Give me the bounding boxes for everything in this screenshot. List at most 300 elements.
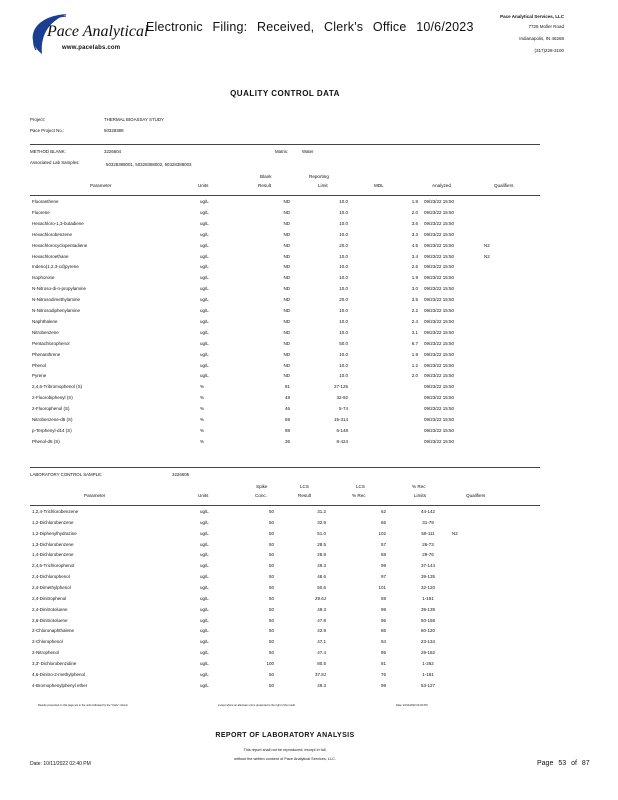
analyzed-cell: 09/23/22 15:50 [424,384,455,390]
parameter-cell: Pyrene [32,373,47,379]
result-cell: ND [283,209,290,215]
table-row [0,262,618,273]
result-cell: 49.3 [317,682,326,688]
table-row [0,339,618,350]
units-cell: ug/L [200,351,209,357]
parameter-cell: 1,2-Dichlorobenzene [32,519,74,525]
spike-cell: 50 [268,552,274,558]
units-cell: ug/L [200,541,209,547]
units-cell: % [200,438,205,444]
results-note: Results presented on this page are in the units indicated by the "Units" column [38,704,128,707]
col-header: Limit [318,183,328,188]
units-cell: ug/L [200,242,209,248]
limits-cell: 50-158 [420,617,435,623]
limit-cell: 10.0 [339,329,348,335]
parameter-cell: 2-Fluorophenol (S) [32,406,70,412]
result-cell: ND [283,242,290,248]
units-cell: ug/L [200,639,209,645]
footer-line: This report shall not be reproduced, except in full, [243,748,327,752]
table-row [0,252,618,263]
parameter-cell: Nitrobenzene-d5 (S) [32,417,73,422]
limits-cell: 37-144 [420,563,435,569]
table-row [0,230,618,241]
result-cell: 48 [284,395,290,401]
units-cell: ug/L [200,231,209,237]
limit-cell: 10.0 [339,231,348,237]
parameter-cell: Pentachlorophenol [32,340,70,346]
parameter-cell: 1,2-Diphenylhydrazine [32,530,77,536]
parameter-cell: Phenol [32,362,47,368]
mdl-cell: 3.5 [411,297,418,303]
address-line: Indianapolis, IN 46268 [519,36,564,41]
recovery-cell: 102 [378,530,386,536]
table-row [0,437,618,448]
result-cell: ND [283,297,290,303]
table-row [0,241,618,252]
parameter-cell: Phenanthrene [32,351,61,357]
matrix-value: Water [302,149,314,154]
spike-cell: 50 [268,574,274,580]
project-label: Project: [30,117,45,122]
recovery-cell: 99 [380,563,386,569]
units-cell: ug/L [200,574,209,580]
page-current: 53 [558,760,567,767]
limit-cell: 10.0 [339,199,348,204]
table-row [0,648,618,659]
method-blank-label: METHOD BLANK: [30,149,66,154]
units-cell: ug/L [200,519,209,525]
units-cell: ug/L [200,275,209,281]
table-row [0,681,618,692]
limits-cell: 31-79 [422,519,434,525]
mdl-cell: 3.4 [411,253,418,259]
table-row [0,208,618,219]
page-label: Page [537,760,554,767]
col-header: Reporting [309,174,329,179]
result-cell: 49.3 [317,563,326,569]
result-cell: 81 [284,384,290,390]
table-row [0,284,618,295]
table-row [0,306,618,317]
analyzed-cell: 09/23/22 15:50 [424,220,455,226]
limit-cell: 20.0 [339,297,348,303]
spike-cell: 50 [268,671,274,677]
result-cell: ND [283,308,290,313]
parameter-cell: Naphthalene [32,318,58,324]
col-header: LCS [300,484,309,489]
spike-cell: 50 [268,541,274,547]
parameter-cell: Hexachlorocyclopentadiene [32,242,88,248]
parameter-cell: 2-Chlorophenol [32,639,63,645]
parameter-cell: 2,4-Dinitrotoluene [32,606,68,612]
spike-cell: 50 [268,584,274,590]
recovery-cell: 95 [380,650,386,656]
limits-cell: 39-139 [420,606,435,612]
units-cell: ug/L [200,373,209,379]
limit-cell: 8-424 [336,438,348,444]
analyzed-cell: 09/23/22 15:50 [424,275,455,281]
limit-cell: 27-125 [333,384,348,390]
analyzed-cell: 09/23/22 15:50 [424,362,455,368]
table-row [0,197,618,208]
table-row [0,382,618,393]
table-row [0,605,618,616]
parameter-cell: N-Nitrosodiphenylamine [32,308,81,313]
results-note: Date: 10/11/2022 02:40 PM [396,704,428,707]
units-cell: ug/L [200,253,209,259]
spike-cell: 50 [268,509,274,514]
units-cell: ug/L [200,650,209,656]
logo-url: www.pacelabs.com [62,45,121,51]
recovery-cell: 66 [380,519,386,525]
method-blank-id: 3226604 [104,149,122,154]
footer-line: without the written consent of Pace Analytical Services, LLC. [234,757,336,761]
spike-cell: 50 [268,639,274,645]
units-cell: ug/L [200,362,209,368]
limit-cell: 20.0 [339,242,348,248]
divider [30,467,540,468]
mdl-cell: 2.6 [411,264,418,270]
col-header: % Rec [352,493,366,498]
limits-cell: 53-127 [420,682,435,688]
table-row [0,415,618,426]
parameter-cell: Hexachloroethane [32,253,69,259]
units-cell: % [200,417,205,422]
units-cell: ug/L [200,318,209,324]
col-header: Qualifiers [466,493,486,498]
analyzed-cell: 09/23/22 15:50 [424,417,455,422]
table-row [0,361,618,372]
table-row [0,561,618,572]
divider [30,195,540,196]
analyzed-cell: 09/23/22 15:50 [424,438,455,444]
analyzed-cell: 09/23/22 15:50 [424,297,455,303]
units-cell: ug/L [200,340,209,346]
limit-cell: 10.0 [339,253,348,259]
result-cell: ND [283,362,290,368]
result-cell: 80.5 [317,660,326,666]
result-cell: 51.0 [317,530,326,536]
parameter-cell: 4-Bromophenylphenyl ether [32,682,88,688]
qualifier-cell: N2 [484,253,490,259]
result-cell: 98 [284,427,290,433]
units-cell: % [200,395,205,401]
col-header: Result [258,183,272,188]
result-cell: 50.6 [317,584,326,590]
analyzed-cell: 09/23/22 15:50 [424,286,455,292]
table-row [0,219,618,230]
analyzed-cell: 09/23/22 15:50 [424,231,455,237]
table-row [0,626,618,637]
limit-cell: 10.0 [339,286,348,292]
recovery-cell: 94 [380,639,386,645]
recovery-cell: 97 [380,574,386,580]
limit-cell: 15-314 [333,417,348,422]
result-cell: 29.6J [314,595,326,601]
col-header: Conc. [255,493,268,498]
result-cell: 31.2 [317,509,326,514]
result-cell: ND [283,253,290,259]
recovery-cell: 57 [380,541,386,547]
analyzed-cell: 09/23/22 15:50 [424,242,455,248]
page-number [537,760,590,767]
recovery-cell: 96 [380,617,386,623]
analyzed-cell: 09/23/22 15:50 [424,427,455,433]
spike-cell: 50 [268,595,274,601]
result-cell: ND [283,373,290,379]
col-header: Qualifiers [494,183,514,188]
limit-cell: 10.0 [339,351,348,357]
result-cell: ND [283,275,290,281]
col-header: LCS [356,484,365,489]
limits-cell: 1-181 [422,671,434,677]
limit-cell: 10.0 [339,308,348,313]
analyzed-cell: 09/23/22 15:50 [424,308,455,313]
recovery-cell: 86 [380,628,386,634]
parameter-cell: Fluoranthene [32,199,59,204]
result-cell: ND [283,220,290,226]
limits-cell: 1-262 [422,660,434,666]
project-number-value: 50328388 [104,128,124,133]
associated-samples-label: Associated Lab Samples: [30,160,80,165]
mdl-cell: 3.0 [411,286,418,292]
spike-cell: 50 [268,519,274,525]
table-row [0,393,618,404]
limit-cell: 50.0 [339,340,348,346]
table-row [0,426,618,437]
result-cell: ND [283,351,290,357]
col-header: MDL [374,183,384,188]
limit-cell: 5-74 [338,406,348,412]
parameter-cell: 1,2,4-Trichlorobenzene [32,509,79,514]
table-row [0,572,618,583]
result-cell: 32.9 [317,519,326,525]
address-line: 7726 Moller Road [528,24,564,29]
limits-cell: 29-76 [422,552,434,558]
col-header: Units [198,183,209,188]
units-cell: ug/L [200,595,209,601]
parameter-cell: 2-Nitrophenol [32,650,60,656]
units-cell: ug/L [200,264,209,270]
units-cell: ug/L [200,199,209,204]
col-header: Spike [256,484,268,489]
lcs-label: LABORATORY CONTROL SAMPLE: [30,472,103,477]
result-cell: 47.1 [317,639,326,645]
mdl-cell: 2.0 [411,373,418,379]
col-header: Analyzed [432,183,451,188]
spike-cell: 100 [266,660,274,666]
recovery-cell: 99 [380,682,386,688]
table-row [0,317,618,328]
units-cell: % [200,384,205,390]
parameter-cell: 3,3'-Dichlorobenzidine [32,660,77,666]
qualifier-cell: N2 [452,530,458,536]
units-cell: ug/L [200,552,209,558]
units-cell: ug/L [200,209,209,215]
units-cell: ug/L [200,606,209,612]
limit-cell: 10.0 [339,318,348,324]
logo-text: Pace Analytical [47,23,149,40]
analyzed-cell: 09/23/22 15:50 [424,351,455,357]
table-row [0,540,618,551]
result-cell: 28.8 [317,552,326,558]
result-cell: 49.3 [317,606,326,612]
page-title: QUALITY CONTROL DATA [230,89,340,98]
parameter-cell: 2,4-Dimethylphenol [32,584,71,590]
address-line: (317)228-3100 [534,48,564,53]
mdl-cell: 4.5 [411,242,418,248]
limit-cell: 10.0 [339,264,348,270]
mdl-cell: 3.1 [411,329,418,335]
units-cell: ug/L [200,660,209,666]
table-row [0,670,618,681]
spike-cell: 50 [268,563,274,569]
parameter-cell: Isophorone [32,275,55,281]
limit-cell: 10.0 [339,275,348,281]
parameter-cell: 2-Chloronaphthalene [32,628,75,634]
table-row [0,273,618,284]
result-cell: ND [283,264,290,270]
spike-cell: 50 [268,682,274,688]
col-header: Parameter [90,183,112,188]
mdl-cell: 1.9 [411,351,418,357]
parameter-cell: p-Terphenyl-d14 (S) [32,427,72,433]
result-cell: 46 [284,406,290,412]
result-cell: ND [283,340,290,346]
lcs-id: 3226605 [172,472,190,477]
units-cell: ug/L [200,509,209,514]
result-cell: 37.8J [314,671,326,677]
limits-cell: 44-142 [420,509,435,514]
address-line: Pace Analytical Services, LLC [500,14,564,19]
analyzed-cell: 09/23/22 15:50 [424,395,455,401]
parameter-cell: 2,4-Dinitrophenol [32,595,67,601]
divider [30,144,540,145]
page-of: of [571,760,577,767]
table-row [0,659,618,670]
limit-cell: 10.0 [339,209,348,215]
limits-cell: 32-120 [420,584,435,590]
units-cell: % [200,406,205,412]
result-cell: ND [283,286,290,292]
table-row [0,594,618,605]
table-row [0,350,618,361]
limit-cell: 10.0 [339,362,348,368]
analyzed-cell: 09/23/22 15:50 [424,373,455,379]
parameter-cell: 2-Fluorobiphenyl (S) [32,395,73,401]
units-cell: ug/L [200,617,209,623]
recovery-cell: 59 [380,595,386,601]
table-row [0,518,618,529]
spike-cell: 50 [268,530,274,536]
parameter-cell: 2,4,6-Tribromophenol (S) [32,384,83,390]
limit-cell: 10.0 [339,373,348,379]
result-cell: ND [283,329,290,335]
table-row [0,616,618,627]
project-number-label: Pace Project No.: [30,128,65,133]
mdl-cell: 2.2 [411,308,418,313]
limit-cell: 32-92 [336,395,348,401]
analyzed-cell: 09/23/22 15:50 [424,406,455,412]
units-cell: ug/L [200,329,209,335]
analyzed-cell: 09/23/22 15:50 [424,329,455,335]
units-cell: % [200,427,205,433]
limits-cell: 29-182 [420,650,435,656]
divider [30,505,540,506]
recovery-cell: 58 [380,552,386,558]
parameter-cell: N-Nitrosodimethylamine [32,297,81,303]
page-total: 87 [581,760,590,767]
col-header: Result [298,493,312,498]
result-cell: ND [283,318,290,324]
result-cell: 69 [284,417,290,422]
units-cell: ug/L [200,671,209,677]
analyzed-cell: 09/23/22 15:50 [424,209,455,215]
limits-cell: 60-120 [420,628,435,634]
limits-cell: 39-135 [420,574,435,580]
limits-cell: 23-134 [420,639,435,645]
units-cell: ug/L [200,220,209,226]
parameter-cell: Hexachlorobenzene [32,231,73,237]
mdl-cell: 3.6 [411,220,418,226]
result-cell: ND [283,199,290,204]
col-header: Units [198,493,209,498]
result-cell: 36 [284,438,290,444]
units-cell: ug/L [200,682,209,688]
table-row [0,637,618,648]
mdl-cell: 3.3 [411,231,418,237]
table-row [0,371,618,382]
recovery-cell: 76 [380,671,386,677]
col-header: % Rec [412,484,426,489]
mdl-cell: 1.9 [411,275,418,281]
recovery-cell: 101 [378,584,386,590]
col-header: Limits [414,493,426,498]
result-cell: 47.8 [317,617,326,623]
units-cell: ug/L [200,308,209,313]
col-header: Parameter [84,493,106,498]
parameter-cell: Indeno(1,2,3-cd)pyrene [32,264,79,270]
units-cell: ug/L [200,297,209,303]
units-cell: ug/L [200,628,209,634]
mdl-cell: 1.2 [411,362,418,368]
table-row [0,507,618,518]
mdl-cell: 6.7 [411,340,418,346]
associated-samples-value: 50328388001, 50328388002, 50328388003 [106,162,192,167]
mdl-cell: 2.4 [411,318,418,324]
limits-cell: 59-111 [421,530,435,536]
analyzed-cell: 09/23/22 15:50 [424,318,455,324]
recovery-cell: 62 [380,509,386,514]
qualifier-cell: N2 [484,242,490,248]
spike-cell: 50 [268,650,274,656]
result-cell: 28.5 [317,541,326,547]
units-cell: ug/L [200,584,209,590]
parameter-cell: 1,4-Dichlorobenzene [32,552,74,558]
footer-date: Date: 10/11/2022 02:40 PM [30,761,91,767]
parameter-cell: Hexachloro-1,3-butadiene [32,220,84,226]
recovery-cell: 81 [380,660,386,666]
spike-cell: 50 [268,606,274,612]
parameter-cell: 2,4-Dichlorophenol [32,574,70,580]
parameter-cell: Phenol-d5 (S) [32,438,60,444]
limits-cell: 26-73 [422,541,434,547]
parameter-cell: Fluorene [32,209,50,215]
table-row [0,583,618,594]
analyzed-cell: 09/23/22 15:50 [424,340,455,346]
units-cell: ug/L [200,530,209,536]
filing-banner: Electronic Filing: Received, Clerk's Office 10/6/2023 [146,20,474,34]
